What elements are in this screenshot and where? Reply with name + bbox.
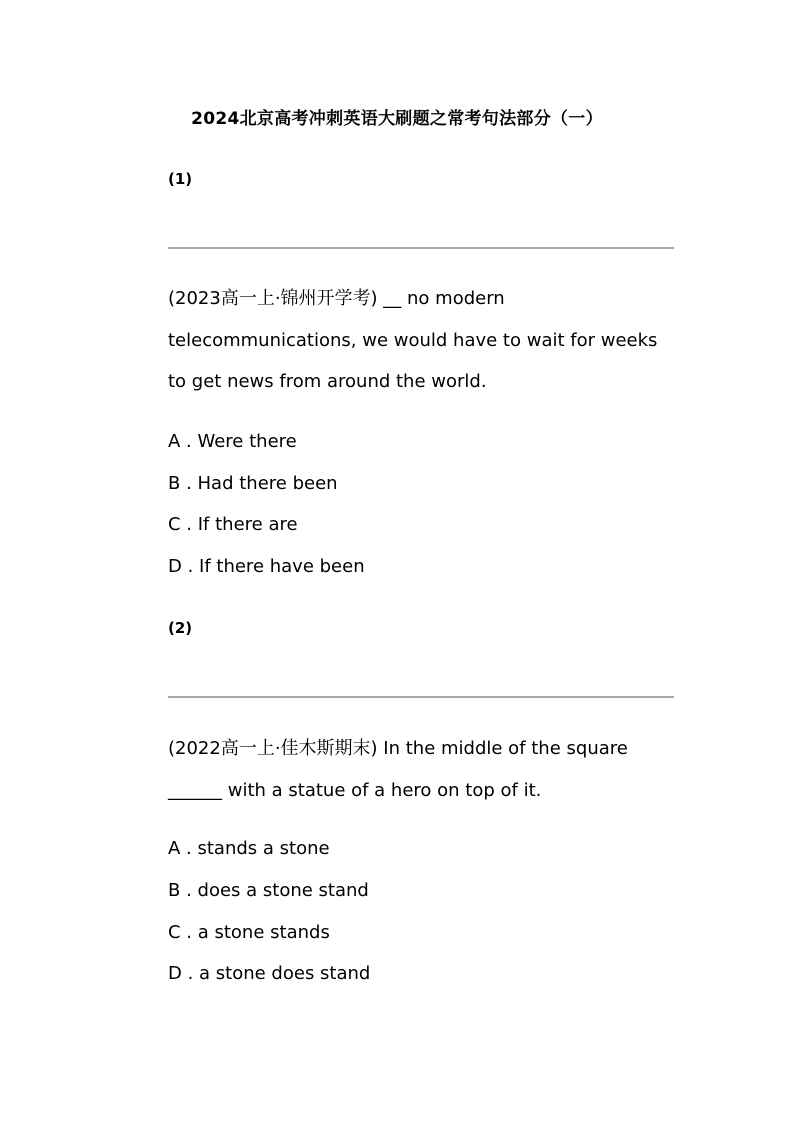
question-stem: (2023高一上·锦州开学考) __ no modern telecommunications, we would have to wait for weeks to get news from around the world.: [168, 288, 658, 392]
question-number: (1): [168, 170, 193, 188]
question-divider: [168, 247, 674, 249]
option-b: B . does a stone stand: [168, 880, 369, 901]
question-divider: [168, 696, 674, 698]
page-title: 2024北京高考冲刺英语大刷题之常考句法部分（一）: [191, 109, 603, 129]
option-a: A . Were there: [168, 431, 297, 452]
question-number: (2): [168, 619, 193, 637]
option-c: C . If there are: [168, 514, 298, 535]
option-a: A . stands a stone: [168, 838, 330, 859]
option-c: C . a stone stands: [168, 922, 330, 943]
option-b: B . Had there been: [168, 473, 338, 494]
option-d: D . If there have been: [168, 556, 365, 577]
option-d: D . a stone does stand: [168, 963, 371, 984]
question-stem: (2022高一上·佳木斯期末) In the middle of the square ______ with a statue of a hero on top of it.: [168, 738, 628, 801]
